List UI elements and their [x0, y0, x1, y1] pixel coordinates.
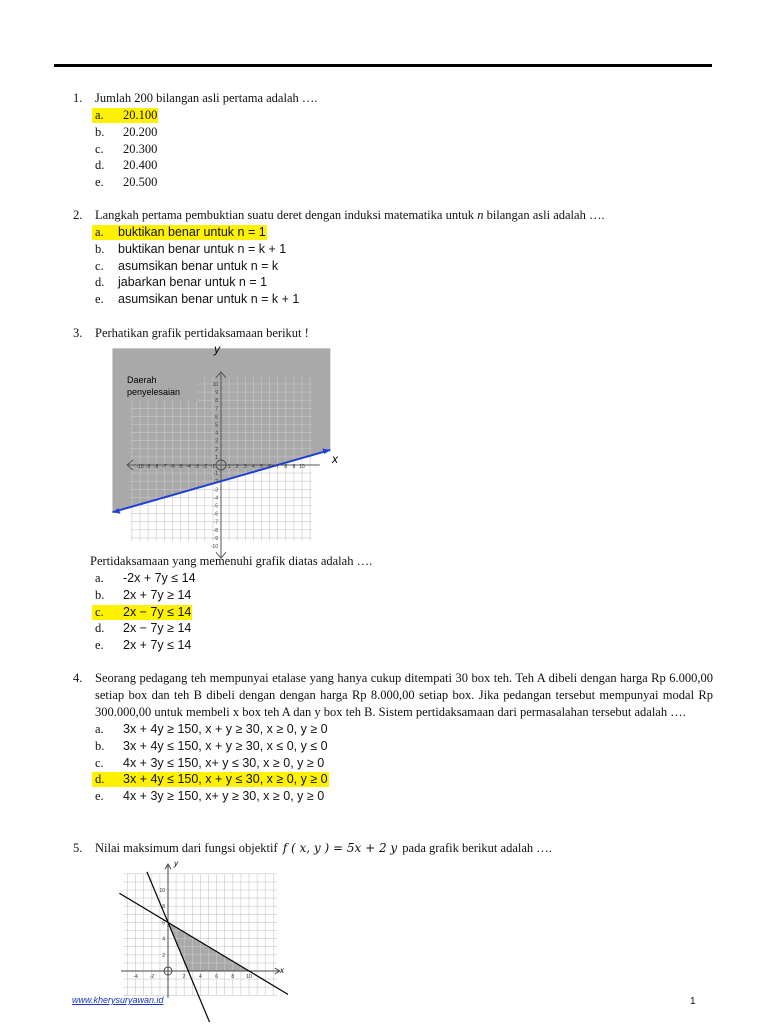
- x-tick-label: -2: [202, 464, 208, 470]
- y-tick-label: 8: [215, 398, 218, 405]
- option-letter: c.: [95, 604, 104, 619]
- y-tick-label: 4: [215, 430, 218, 437]
- y-tick-label: 1: [215, 454, 218, 461]
- y-tick-label: 2: [162, 952, 165, 959]
- x-tick-label: -3: [194, 464, 199, 470]
- y-axis-label: y: [214, 342, 220, 356]
- x-tick-label: -4: [133, 974, 138, 980]
- question-4: [73, 670, 713, 805]
- x-tick-label: 2: [235, 464, 239, 470]
- option-text: 3x + 4y ≤ 150, x + y ≥ 30, x ≤ 0, y ≤ 0: [123, 738, 328, 753]
- header-rule: [54, 64, 712, 67]
- option-letter: e.: [95, 789, 104, 804]
- x-tick-label: 6: [268, 464, 271, 470]
- option-e[interactable]: [95, 174, 713, 191]
- question-text: Seorang pedagang teh mempunyai etalase yang hanya cukup ditempati 30 box teh. Teh A dibeli dengan harga Rp 6.000,00 setiap box dan teh B dibeli dengan dengan harga Rp 8.000,00 setiap box. Jika pedangan tersebut mempunyai modal Rp 300.000,00 untuk membeli x box teh A dan y box teh B. Sistem pertidaksamaan dari permasalahan tersebut adalah ….: [95, 671, 713, 719]
- option-letter: d.: [95, 275, 105, 290]
- x-tick-label: -10: [136, 464, 144, 470]
- region-label-line-2: penyelesaian: [127, 387, 181, 397]
- x-tick-label: -2: [149, 974, 155, 980]
- y-tick-label: -9: [213, 535, 218, 542]
- option-a[interactable]: [95, 570, 713, 587]
- option-text: 2x − 7y ≤ 14: [123, 604, 192, 619]
- x-tick-label: 10: [246, 974, 252, 980]
- website-link[interactable]: www.kherysuryawan.id: [72, 995, 164, 1005]
- option-letter: c.: [95, 141, 104, 156]
- option-letter: a.: [95, 225, 104, 239]
- x-tick-label: 10: [299, 464, 305, 470]
- y-tick-label: -1: [213, 471, 218, 478]
- option-letter: b.: [95, 587, 105, 602]
- x-tick-label: -8: [153, 464, 159, 470]
- y-tick-label: -7: [213, 519, 218, 526]
- option-text: 20.400: [123, 158, 158, 173]
- x-tick-label: 3: [243, 464, 247, 470]
- option-letter: a.: [95, 722, 104, 736]
- y-tick-label: -5: [213, 503, 218, 510]
- option-text: 3x + 4y ≤ 150, x + y ≤ 30, x ≥ 0, y ≥ 0: [123, 772, 328, 787]
- option-text: 3x + 4y ≥ 150, x + y ≥ 30, x ≥ 0, y ≥ 0: [123, 722, 328, 736]
- option-text: 2x + 7y ≤ 14: [123, 638, 192, 653]
- y-tick-label: 2: [215, 446, 218, 453]
- y-tick-label: 10: [212, 382, 218, 388]
- option-text: asumsikan benar untuk n = k: [118, 258, 279, 273]
- question-3-prompt: [73, 553, 713, 654]
- option-b[interactable]: [95, 738, 713, 755]
- x-tick-label: -4: [186, 464, 191, 470]
- option-letter: b.: [95, 124, 105, 139]
- option-d[interactable]: [95, 771, 713, 788]
- y-tick-label: 5: [215, 422, 218, 429]
- x-tick-label: 2: [182, 974, 186, 980]
- y-tick-label: 9: [215, 390, 218, 397]
- variable-n: n: [477, 208, 484, 222]
- question-text: Langkah pertama pembuktian suatu deret dengan induksi matematika untuk n bilangan asli adalah ….: [95, 208, 605, 222]
- option-c[interactable]: [95, 258, 713, 275]
- x-tick-label: 8: [231, 974, 235, 980]
- option-letter: d.: [95, 772, 105, 787]
- y-tick-label: 6: [162, 920, 165, 927]
- x-tick-label: -1: [210, 464, 216, 470]
- page-number: 1: [690, 996, 696, 1007]
- option-c[interactable]: [95, 141, 713, 158]
- x-tick-label: 1: [227, 464, 231, 470]
- question-text: Nilai maksimum dari fungsi objektif f ( x, y ) = 5x + 2 y pada grafik berikut adalah ….: [95, 841, 552, 855]
- question-text: Jumlah 200 bilangan asli pertama adalah ….: [95, 91, 318, 105]
- option-letter: d.: [95, 621, 105, 636]
- question-2: [73, 207, 713, 308]
- option-text: 20.500: [123, 175, 158, 190]
- option-text: 4x + 3y ≤ 150, x+ y ≤ 30, x ≥ 0, y ≥ 0: [123, 755, 325, 770]
- option-letter: c.: [95, 755, 104, 770]
- option-text: 20.200: [123, 124, 158, 139]
- y-tick-label: -3: [213, 487, 218, 494]
- option-text: -2x + 7y ≤ 14: [123, 571, 196, 585]
- question-5: [73, 840, 713, 857]
- option-letter: a.: [95, 571, 104, 585]
- inequality-graph: [112, 340, 352, 562]
- option-c[interactable]: [95, 755, 713, 772]
- x-tick-label: 4: [252, 464, 255, 470]
- option-a[interactable]: [95, 224, 713, 241]
- option-letter: c.: [95, 258, 104, 273]
- option-text: 20.100: [123, 108, 158, 122]
- option-letter: e.: [95, 292, 104, 307]
- option-text: 2x − 7y ≥ 14: [123, 621, 192, 636]
- y-axis-label: y: [174, 859, 178, 868]
- option-a[interactable]: [95, 107, 713, 124]
- option-text: buktikan benar untuk n = 1: [118, 225, 266, 239]
- y-tick-label: 6: [215, 414, 218, 421]
- x-tick-label: 9: [292, 464, 296, 470]
- option-d[interactable]: [95, 620, 713, 637]
- option-text: asumsikan benar untuk n = k + 1: [118, 292, 300, 307]
- option-letter: b.: [95, 738, 105, 753]
- option-letter: e.: [95, 638, 104, 653]
- option-e[interactable]: [95, 637, 713, 654]
- y-tick-label: -2: [213, 479, 218, 486]
- y-tick-label: 4: [162, 936, 165, 943]
- option-letter: b.: [95, 241, 105, 256]
- option-d[interactable]: [95, 157, 713, 174]
- question-number: 5.: [73, 841, 83, 855]
- y-tick-label: 7: [215, 406, 218, 413]
- objective-function: f ( x, y ) = 5x + 2 y: [282, 841, 398, 855]
- option-letter: e.: [95, 175, 104, 190]
- option-text: jabarkan benar untuk n = 1: [118, 275, 268, 290]
- question-number: 2.: [73, 208, 83, 222]
- option-text: buktikan benar untuk n = k + 1: [118, 241, 287, 256]
- x-tick-label: 4: [199, 974, 202, 980]
- y-tick-label: -6: [213, 511, 218, 518]
- option-letter: d.: [95, 158, 105, 173]
- x-tick-label: -9: [145, 464, 151, 470]
- question-number: 1.: [73, 91, 83, 105]
- option-letter: a.: [95, 108, 104, 122]
- option-e[interactable]: [95, 788, 713, 805]
- option-d[interactable]: [95, 274, 713, 291]
- option-text: 20.300: [123, 141, 158, 156]
- x-tick-label: -5: [178, 464, 183, 470]
- option-b[interactable]: [95, 241, 713, 258]
- y-tick-label: -4: [213, 495, 218, 502]
- question-number: 4.: [73, 671, 83, 685]
- question-number: 3.: [73, 326, 83, 340]
- y-tick-label: 3: [215, 438, 218, 445]
- question-text: Perhatikan grafik pertidaksamaan berikut !: [95, 326, 309, 340]
- x-tick-label: 6: [215, 974, 218, 980]
- x-tick-label: 7: [276, 464, 280, 470]
- y-tick-label: 8: [162, 904, 165, 911]
- option-a[interactable]: [95, 721, 713, 738]
- x-axis-label: x: [280, 966, 284, 975]
- y-tick-label: -8: [213, 527, 218, 534]
- y-tick-label: 10: [159, 888, 165, 894]
- region-label-line-1: Daerah: [127, 375, 157, 385]
- option-text: 2x + 7y ≥ 14: [123, 587, 192, 602]
- option-c[interactable]: [95, 604, 713, 621]
- x-axis-label: x: [332, 452, 338, 466]
- y-tick-label: -10: [210, 544, 218, 550]
- option-e[interactable]: [95, 291, 713, 308]
- option-text: 4x + 3y ≥ 150, x+ y ≥ 30, x ≥ 0, y ≥ 0: [123, 789, 325, 804]
- x-tick-label: 5: [260, 464, 263, 470]
- option-b[interactable]: [95, 124, 713, 141]
- question-1: [73, 90, 713, 191]
- x-tick-label: -7: [162, 464, 167, 470]
- option-b[interactable]: [95, 587, 713, 604]
- x-tick-label: -6: [170, 464, 175, 470]
- x-tick-label: 8: [284, 464, 288, 470]
- question-followup-text: Pertidaksamaan yang memenuhi grafik diatas adalah ….: [90, 554, 373, 568]
